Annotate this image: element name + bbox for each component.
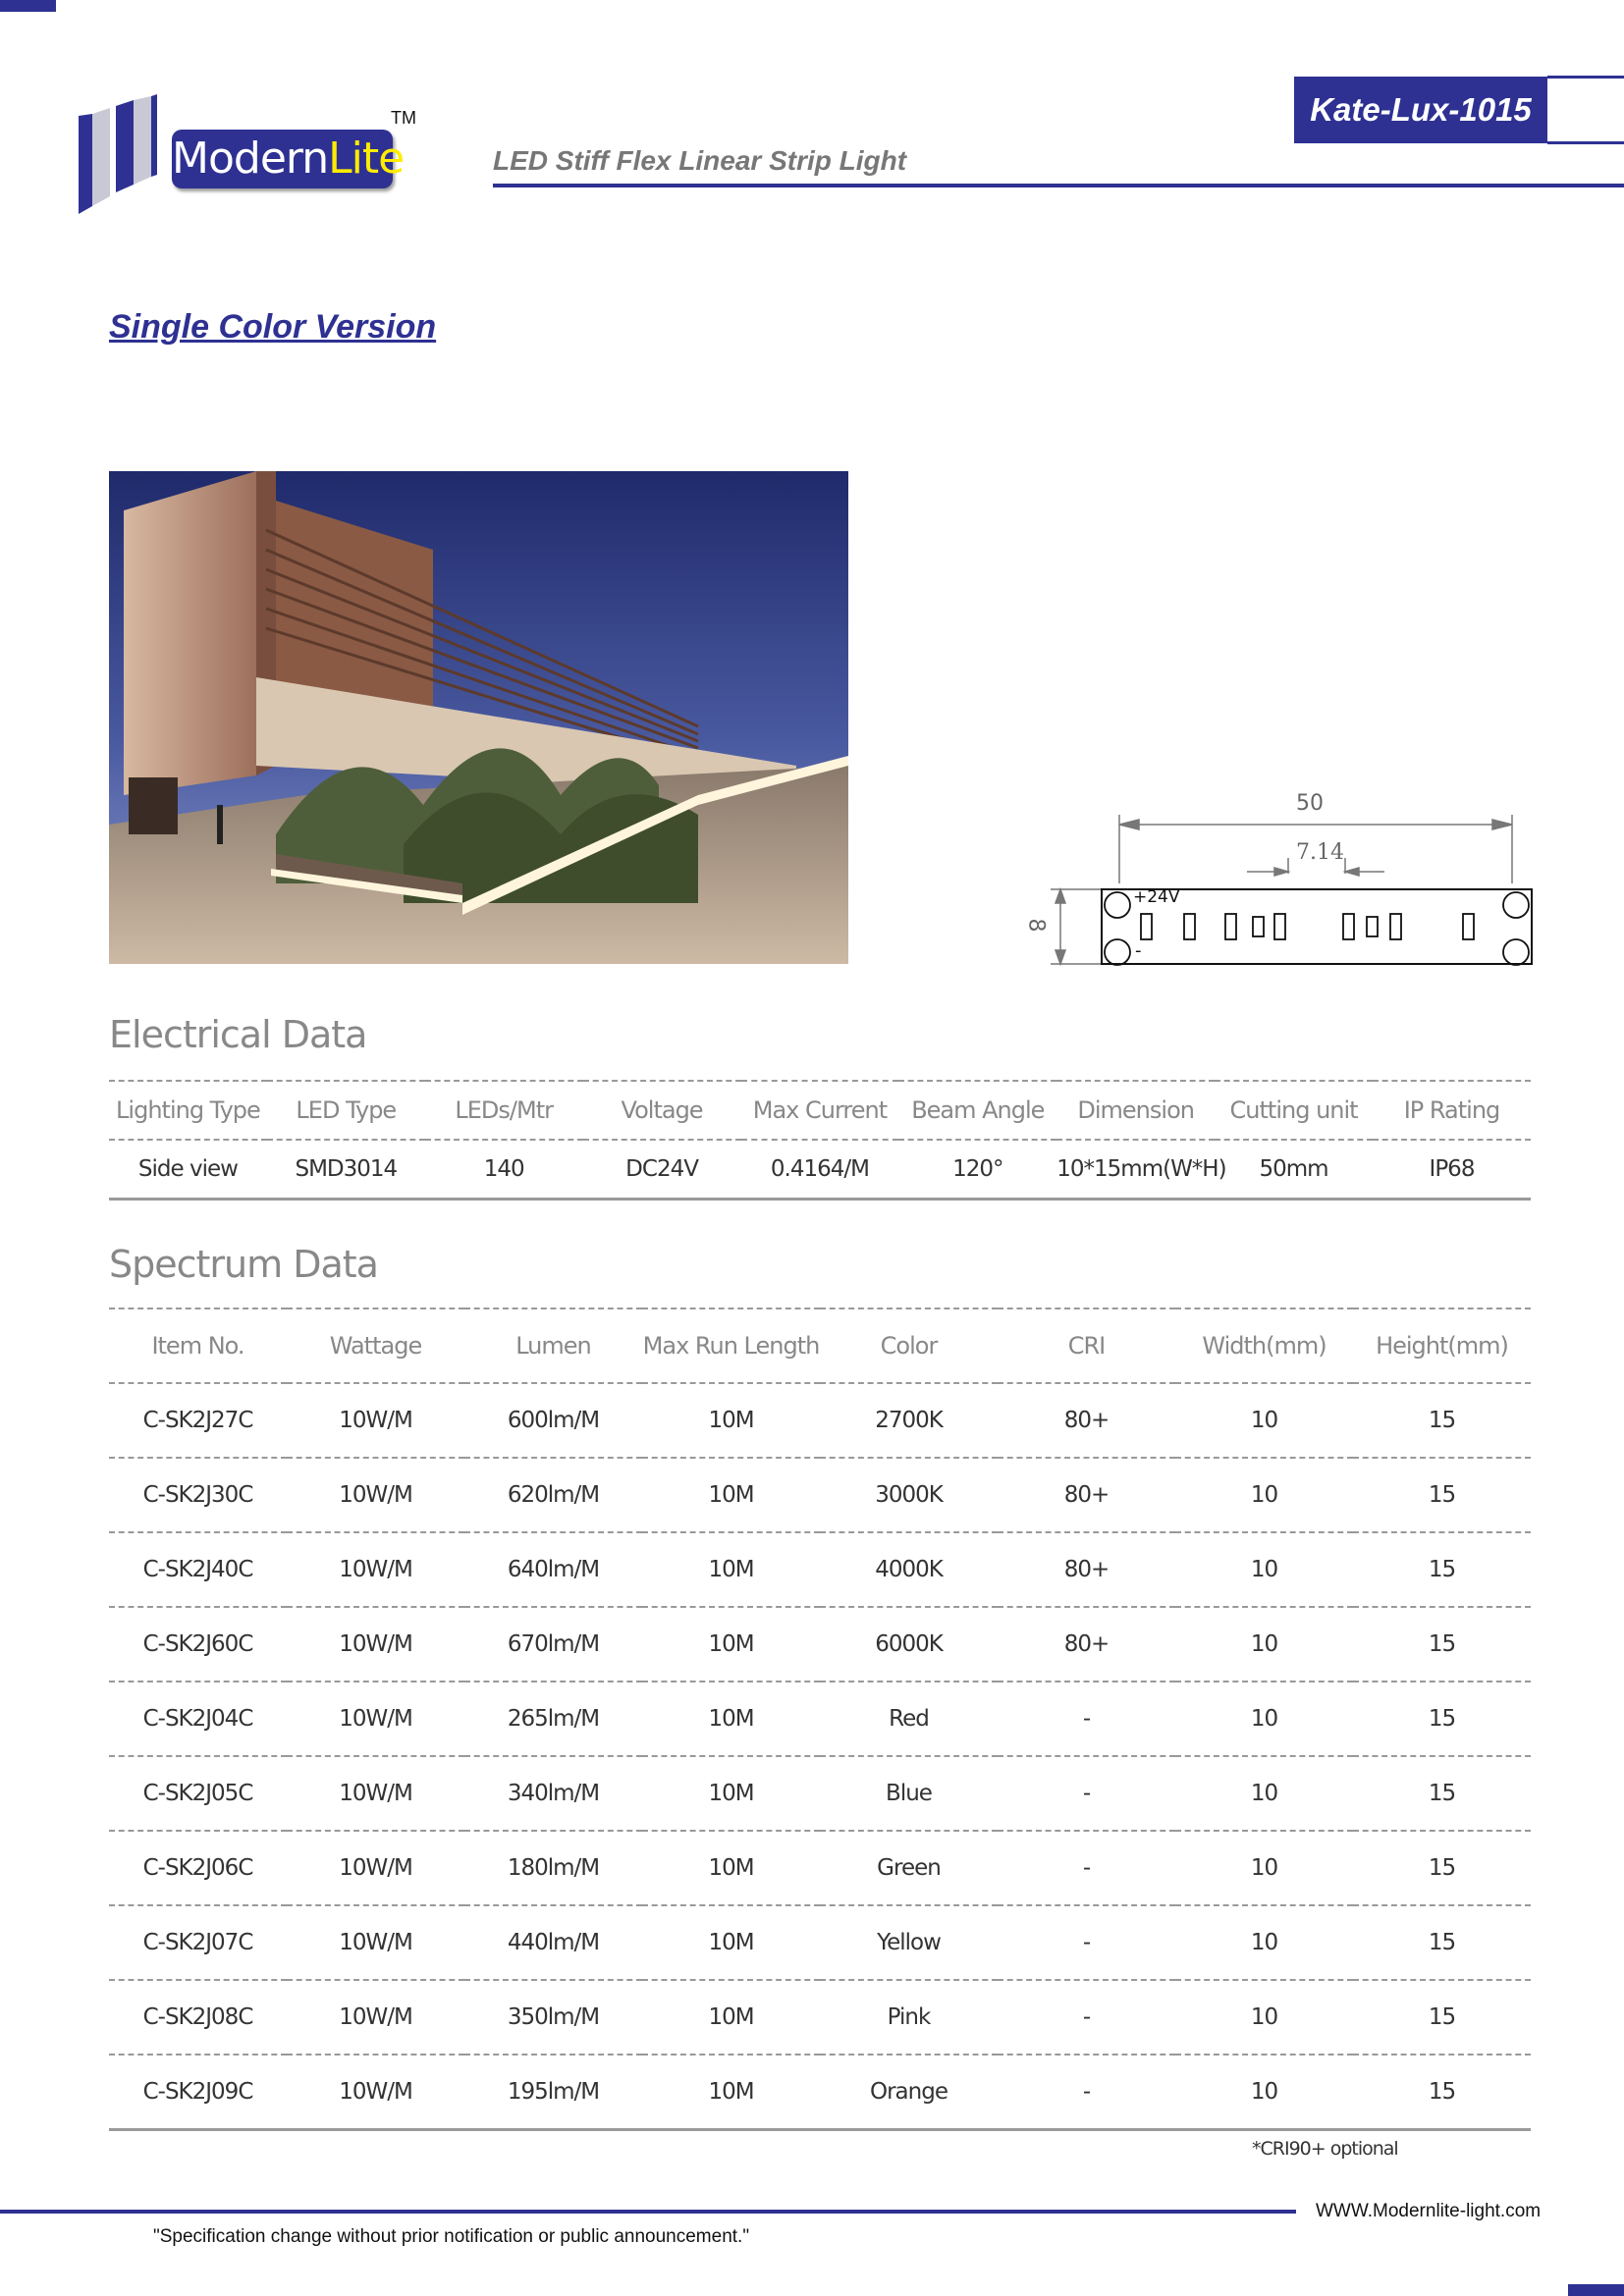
table-cell: 10 <box>1250 1408 1278 1433</box>
column-header: CRI <box>1067 1332 1106 1360</box>
table-cell: 15 <box>1428 2079 1456 2105</box>
table-cell: C-SK2J04C <box>142 1706 253 1732</box>
product-line-title: LED Stiff Flex Linear Strip Light <box>493 145 907 176</box>
column-header: Item No. <box>151 1332 244 1360</box>
table-cell: - <box>1082 1706 1091 1732</box>
column-header: Max Current <box>752 1096 888 1124</box>
table-row <box>109 1607 1531 1682</box>
table-cell: 10W/M <box>339 2079 412 2105</box>
table-row <box>109 1532 1531 1607</box>
dimension-pitch-label: 7.14 <box>1296 840 1344 865</box>
dimension-diagram <box>1021 785 1542 982</box>
table-cell: C-SK2J30C <box>142 1482 253 1508</box>
table-cell: C-SK2J09C <box>142 2079 253 2105</box>
product-application-photo <box>109 471 848 964</box>
table-cell: C-SK2J08C <box>142 2004 253 2030</box>
column-header: LED Type <box>296 1096 397 1124</box>
dimension-length-label: 50 <box>1296 791 1324 816</box>
table-cell: Red <box>889 1706 929 1732</box>
table-cell: C-SK2J27C <box>142 1408 253 1433</box>
table-header-row <box>109 1081 1531 1140</box>
table-cell: 10M <box>708 2004 754 2030</box>
table-cell: 10W/M <box>339 2004 412 2030</box>
column-header: Voltage <box>621 1096 703 1124</box>
table-cell: 120° <box>952 1156 1003 1182</box>
table-cell: 80+ <box>1063 1482 1110 1508</box>
spectrum-data-heading: Spectrum Data <box>109 1243 378 1286</box>
logo-wordmark <box>172 130 405 188</box>
table-row <box>109 1905 1531 1980</box>
strip-drawing-icon <box>1021 785 1542 982</box>
negative-terminal-label: - <box>1135 940 1142 961</box>
table-cell: 10 <box>1250 2079 1278 2105</box>
table-row <box>109 1458 1531 1532</box>
table-cell: - <box>1082 1930 1091 1955</box>
table-cell: 10*15mm(W*H) <box>1056 1156 1226 1182</box>
column-header: Height(mm) <box>1376 1332 1508 1360</box>
model-badge-frame-bottom <box>1547 141 1624 144</box>
table-cell: Blue <box>886 1781 932 1806</box>
table-cell: C-SK2J40C <box>142 1557 253 1582</box>
column-header: Dimension <box>1077 1096 1194 1124</box>
table-cell: 15 <box>1428 2004 1456 2030</box>
table-cell: 10 <box>1250 1706 1278 1732</box>
table-cell: 10M <box>708 1482 754 1508</box>
logo-mark-icon <box>77 94 175 217</box>
table-cell: 0.4164/M <box>770 1156 869 1182</box>
corner-accent-top <box>0 0 56 12</box>
table-cell: 600lm/M <box>507 1408 600 1433</box>
header-divider <box>493 184 1624 187</box>
table-cell: 10M <box>708 1557 754 1582</box>
table-cell: 50mm <box>1259 1156 1328 1182</box>
table-cell: 10 <box>1250 1781 1278 1806</box>
table-cell: 10W/M <box>339 1631 412 1657</box>
table-cell: Yellow <box>877 1930 941 1955</box>
table-cell: 15 <box>1428 1482 1456 1508</box>
table-cell: 15 <box>1428 1781 1456 1806</box>
table-cell: 10 <box>1250 1631 1278 1657</box>
table-cell: 4000K <box>875 1557 943 1582</box>
column-header: Lighting Type <box>116 1096 260 1124</box>
table-cell: Side view <box>137 1156 238 1182</box>
disclaimer-text: "Specification change without prior notification or public announcement." <box>153 2226 750 2247</box>
column-header: Color <box>880 1332 938 1360</box>
cri-footnote: *CRI90+ optional <box>1252 2138 1398 2160</box>
table-cell: 10 <box>1250 1855 1278 1881</box>
model-badge-frame-top <box>1547 76 1624 79</box>
table-cell: 10W/M <box>339 1930 412 1955</box>
table-cell: 10M <box>708 2079 754 2105</box>
table-cell: 180lm/M <box>507 1855 600 1881</box>
table-cell: 3000K <box>875 1482 943 1508</box>
table-cell: 10 <box>1250 2004 1278 2030</box>
table-cell: C-SK2J60C <box>142 1631 253 1657</box>
table-cell: 10M <box>708 1408 754 1433</box>
table-row <box>109 2055 1531 2130</box>
table-row <box>109 1383 1531 1458</box>
table-cell: 340lm/M <box>507 1781 600 1806</box>
table-cell: 620lm/M <box>507 1482 600 1508</box>
table-cell: C-SK2J07C <box>142 1930 253 1955</box>
table-cell: 10M <box>708 1855 754 1881</box>
table-cell: 265lm/M <box>507 1706 600 1732</box>
column-header: Wattage <box>329 1332 422 1360</box>
table-cell: - <box>1082 2079 1091 2105</box>
positive-terminal-label: +24V <box>1133 887 1180 907</box>
table-cell: - <box>1082 2004 1091 2030</box>
table-cell: 15 <box>1428 1930 1456 1955</box>
table-cell: 10W/M <box>339 1855 412 1881</box>
table-cell: SMD3014 <box>295 1156 398 1182</box>
column-header: LEDs/Mtr <box>455 1096 553 1124</box>
column-header: Max Run Length <box>642 1332 820 1360</box>
table-row <box>109 1980 1531 2055</box>
website-link[interactable]: WWW.Modernlite-light.com <box>1316 2201 1542 2221</box>
corner-accent-bottom <box>1568 2284 1624 2296</box>
table-cell: 640lm/M <box>507 1557 600 1582</box>
table-cell: 15 <box>1428 1855 1456 1881</box>
table-cell: 10W/M <box>339 1706 412 1732</box>
table-cell: 10M <box>708 1781 754 1806</box>
section-title: Single Color Version <box>109 308 437 346</box>
table-cell: Pink <box>887 2004 931 2030</box>
footer-divider <box>0 2210 1296 2214</box>
table-cell: 15 <box>1428 1557 1456 1582</box>
column-header: Cutting unit <box>1229 1096 1358 1124</box>
electrical-data-table <box>109 1080 1531 1201</box>
table-cell: 80+ <box>1063 1557 1110 1582</box>
logo-text-modern: Modern <box>172 133 329 184</box>
table-cell: 10 <box>1250 1482 1278 1508</box>
table-cell: 15 <box>1428 1408 1456 1433</box>
table-cell: 15 <box>1428 1706 1456 1732</box>
table-cell: 195lm/M <box>507 2079 600 2105</box>
column-header: IP Rating <box>1403 1096 1500 1124</box>
logo-text-lite: Lite <box>328 133 405 184</box>
table-cell: C-SK2J05C <box>142 1781 253 1806</box>
table-cell: C-SK2J06C <box>142 1855 253 1881</box>
table-cell: - <box>1082 1855 1091 1881</box>
table-cell: 80+ <box>1063 1408 1110 1433</box>
table-cell: 140 <box>483 1156 524 1182</box>
brand-logo <box>77 94 430 217</box>
column-header: Beam Angle <box>911 1096 1045 1124</box>
table-cell: 10W/M <box>339 1781 412 1806</box>
table-cell: 10W/M <box>339 1557 412 1582</box>
model-number-badge: Kate-Lux-1015 <box>1294 77 1547 143</box>
table-cell: 10M <box>708 1930 754 1955</box>
column-header: Lumen <box>515 1332 591 1360</box>
electrical-data-heading: Electrical Data <box>109 1013 367 1056</box>
table-cell: 440lm/M <box>507 1930 600 1955</box>
table-cell: 350lm/M <box>507 2004 600 2030</box>
table-cell: 10 <box>1250 1930 1278 1955</box>
table-cell: 10W/M <box>339 1482 412 1508</box>
trademark-symbol: TM <box>391 108 416 128</box>
table-header-row <box>109 1308 1531 1383</box>
table-row <box>109 1140 1531 1200</box>
table-row <box>109 1756 1531 1831</box>
table-cell: 15 <box>1428 1631 1456 1657</box>
table-cell: 2700K <box>875 1408 943 1433</box>
table-cell: 80+ <box>1063 1631 1110 1657</box>
table-cell: 10 <box>1250 1557 1278 1582</box>
table-cell: IP68 <box>1429 1156 1475 1182</box>
table-cell: Green <box>877 1855 941 1881</box>
spectrum-data-table <box>109 1308 1531 2131</box>
table-cell: 10W/M <box>339 1408 412 1433</box>
table-row <box>109 1682 1531 1756</box>
table-cell: 670lm/M <box>507 1631 600 1657</box>
table-cell: Orange <box>870 2079 947 2105</box>
table-row <box>109 1831 1531 1905</box>
table-cell: 10M <box>708 1631 754 1657</box>
table-cell: 10M <box>708 1706 754 1732</box>
dimension-height-label: 8 <box>1023 918 1049 933</box>
table-cell: DC24V <box>625 1156 698 1182</box>
column-header: Width(mm) <box>1202 1332 1326 1360</box>
table-cell: 6000K <box>875 1631 943 1657</box>
table-cell: - <box>1082 1781 1091 1806</box>
